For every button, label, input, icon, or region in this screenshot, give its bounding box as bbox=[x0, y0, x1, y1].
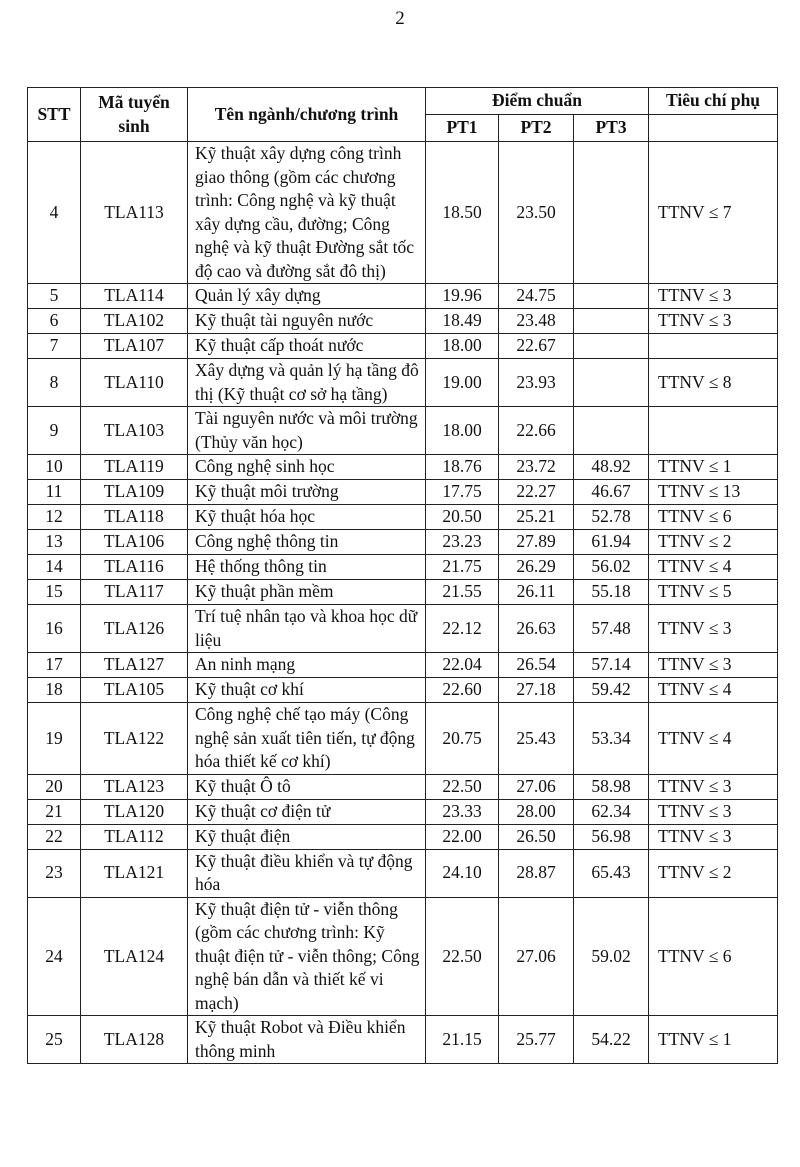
cell-secondary-criteria: TTNV ≤ 5 bbox=[649, 580, 778, 605]
cell-secondary-criteria: TTNV ≤ 1 bbox=[649, 1016, 778, 1064]
cell-pt2-score: 26.54 bbox=[499, 653, 574, 678]
cell-pt2-score: 28.87 bbox=[499, 849, 574, 897]
header-admission-code: Mã tuyển sinh bbox=[81, 88, 188, 142]
cell-pt2-score: 26.11 bbox=[499, 580, 574, 605]
cell-stt: 5 bbox=[28, 284, 81, 309]
table-header bbox=[28, 88, 778, 142]
cell-admission-code: TLA109 bbox=[81, 480, 188, 505]
cell-stt: 11 bbox=[28, 480, 81, 505]
cell-program-name: Kỹ thuật cấp thoát nước bbox=[188, 334, 426, 359]
cell-admission-code: TLA119 bbox=[81, 455, 188, 480]
cell-program-name: Quản lý xây dựng bbox=[188, 284, 426, 309]
cell-admission-code: TLA124 bbox=[81, 897, 188, 1016]
cell-pt3-score: 59.02 bbox=[574, 897, 649, 1016]
cell-secondary-criteria: TTNV ≤ 3 bbox=[649, 653, 778, 678]
cell-pt1-score: 21.55 bbox=[426, 580, 499, 605]
cell-admission-code: TLA103 bbox=[81, 407, 188, 455]
cell-program-name: Kỹ thuật điều khiển và tự động hóa bbox=[188, 849, 426, 897]
cell-program-name: Kỹ thuật Ô tô bbox=[188, 774, 426, 799]
cell-pt1-score: 22.00 bbox=[426, 824, 499, 849]
cell-pt2-score: 27.06 bbox=[499, 897, 574, 1016]
cell-admission-code: TLA114 bbox=[81, 284, 188, 309]
cell-admission-code: TLA106 bbox=[81, 530, 188, 555]
cell-admission-code: TLA102 bbox=[81, 309, 188, 334]
cell-pt1-score: 18.50 bbox=[426, 142, 499, 284]
header-criteria-blank bbox=[649, 115, 778, 142]
header-pt3: PT3 bbox=[574, 115, 649, 142]
table-row bbox=[28, 897, 778, 1016]
cell-pt3-score bbox=[574, 142, 649, 284]
cell-pt3-score: 65.43 bbox=[574, 849, 649, 897]
cell-stt: 16 bbox=[28, 605, 81, 653]
cell-pt2-score: 26.50 bbox=[499, 824, 574, 849]
table-row bbox=[28, 678, 778, 703]
cell-secondary-criteria bbox=[649, 334, 778, 359]
table-row bbox=[28, 480, 778, 505]
cell-admission-code: TLA107 bbox=[81, 334, 188, 359]
cell-admission-code: TLA118 bbox=[81, 505, 188, 530]
cell-pt1-score: 23.33 bbox=[426, 799, 499, 824]
cell-pt1-score: 20.50 bbox=[426, 505, 499, 530]
cell-stt: 25 bbox=[28, 1016, 81, 1064]
cell-pt2-score: 25.21 bbox=[499, 505, 574, 530]
cell-stt: 12 bbox=[28, 505, 81, 530]
table-row bbox=[28, 359, 778, 407]
cell-pt3-score: 56.98 bbox=[574, 824, 649, 849]
table-body bbox=[28, 142, 778, 1064]
cell-pt2-score: 27.18 bbox=[499, 678, 574, 703]
table-row bbox=[28, 653, 778, 678]
cell-secondary-criteria: TTNV ≤ 3 bbox=[649, 605, 778, 653]
cell-pt1-score: 21.15 bbox=[426, 1016, 499, 1064]
cell-pt1-score: 22.12 bbox=[426, 605, 499, 653]
cell-program-name: Kỹ thuật xây dựng công trình giao thông (gồm các chương trình: Công nghệ và kỹ thuật xây dựng cầu, đường; Công nghệ và kỹ thuật Đường sắt tốc độ cao và đường sắt đô thị) bbox=[188, 142, 426, 284]
cell-secondary-criteria: TTNV ≤ 13 bbox=[649, 480, 778, 505]
cell-pt3-score bbox=[574, 284, 649, 309]
cell-program-name: Xây dựng và quản lý hạ tầng đô thị (Kỹ thuật cơ sở hạ tầng) bbox=[188, 359, 426, 407]
cell-pt1-score: 22.50 bbox=[426, 774, 499, 799]
cell-program-name: Kỹ thuật tài nguyên nước bbox=[188, 309, 426, 334]
table-row bbox=[28, 530, 778, 555]
cell-secondary-criteria bbox=[649, 407, 778, 455]
cell-pt1-score: 22.50 bbox=[426, 897, 499, 1016]
cell-pt2-score: 25.43 bbox=[499, 703, 574, 775]
cell-secondary-criteria: TTNV ≤ 3 bbox=[649, 284, 778, 309]
cell-pt1-score: 18.00 bbox=[426, 334, 499, 359]
cell-pt3-score: 56.02 bbox=[574, 555, 649, 580]
cell-admission-code: TLA121 bbox=[81, 849, 188, 897]
cell-pt2-score: 24.75 bbox=[499, 284, 574, 309]
cell-secondary-criteria: TTNV ≤ 3 bbox=[649, 774, 778, 799]
cell-pt3-score: 62.34 bbox=[574, 799, 649, 824]
cell-pt3-score: 52.78 bbox=[574, 505, 649, 530]
cell-pt3-score: 55.18 bbox=[574, 580, 649, 605]
cell-program-name: Kỹ thuật điện tử - viễn thông (gồm các chương trình: Kỹ thuật điện tử - viễn thông; Công nghệ bán dẫn và thiết kế vi mạch) bbox=[188, 897, 426, 1016]
cell-admission-code: TLA128 bbox=[81, 1016, 188, 1064]
cell-stt: 19 bbox=[28, 703, 81, 775]
cell-admission-code: TLA127 bbox=[81, 653, 188, 678]
cell-admission-code: TLA117 bbox=[81, 580, 188, 605]
cell-pt1-score: 18.76 bbox=[426, 455, 499, 480]
cell-admission-code: TLA120 bbox=[81, 799, 188, 824]
cell-program-name: Kỹ thuật môi trường bbox=[188, 480, 426, 505]
cell-pt2-score: 22.27 bbox=[499, 480, 574, 505]
cell-pt1-score: 22.04 bbox=[426, 653, 499, 678]
cell-pt2-score: 27.06 bbox=[499, 774, 574, 799]
header-stt: STT bbox=[28, 88, 81, 142]
table-row bbox=[28, 580, 778, 605]
table-row bbox=[28, 824, 778, 849]
cell-pt1-score: 19.00 bbox=[426, 359, 499, 407]
cell-admission-code: TLA116 bbox=[81, 555, 188, 580]
cell-program-name: Công nghệ thông tin bbox=[188, 530, 426, 555]
table-row bbox=[28, 142, 778, 284]
cell-secondary-criteria: TTNV ≤ 3 bbox=[649, 799, 778, 824]
cell-stt: 6 bbox=[28, 309, 81, 334]
cell-pt2-score: 25.77 bbox=[499, 1016, 574, 1064]
cell-stt: 10 bbox=[28, 455, 81, 480]
cell-pt3-score bbox=[574, 334, 649, 359]
header-program-name: Tên ngành/chương trình bbox=[188, 88, 426, 142]
cell-pt2-score: 28.00 bbox=[499, 799, 574, 824]
cell-pt3-score: 48.92 bbox=[574, 455, 649, 480]
header-pt1: PT1 bbox=[426, 115, 499, 142]
cell-program-name: Hệ thống thông tin bbox=[188, 555, 426, 580]
cell-stt: 8 bbox=[28, 359, 81, 407]
cell-secondary-criteria: TTNV ≤ 1 bbox=[649, 455, 778, 480]
cell-program-name: An ninh mạng bbox=[188, 653, 426, 678]
cell-program-name: Trí tuệ nhân tạo và khoa học dữ liệu bbox=[188, 605, 426, 653]
table-row bbox=[28, 555, 778, 580]
cell-program-name: Công nghệ sinh học bbox=[188, 455, 426, 480]
admission-scores-table bbox=[27, 87, 778, 1064]
cell-admission-code: TLA112 bbox=[81, 824, 188, 849]
cell-pt2-score: 23.93 bbox=[499, 359, 574, 407]
cell-secondary-criteria: TTNV ≤ 4 bbox=[649, 703, 778, 775]
cell-pt3-score bbox=[574, 359, 649, 407]
page-number: 2 bbox=[395, 8, 405, 29]
table-row bbox=[28, 849, 778, 897]
cell-pt1-score: 22.60 bbox=[426, 678, 499, 703]
cell-stt: 9 bbox=[28, 407, 81, 455]
table-row bbox=[28, 455, 778, 480]
cell-pt3-score: 59.42 bbox=[574, 678, 649, 703]
table-row bbox=[28, 1016, 778, 1064]
cell-admission-code: TLA126 bbox=[81, 605, 188, 653]
cell-secondary-criteria: TTNV ≤ 4 bbox=[649, 678, 778, 703]
cell-pt2-score: 22.67 bbox=[499, 334, 574, 359]
cell-secondary-criteria: TTNV ≤ 3 bbox=[649, 309, 778, 334]
cell-pt3-score bbox=[574, 309, 649, 334]
cell-pt2-score: 23.48 bbox=[499, 309, 574, 334]
cell-stt: 13 bbox=[28, 530, 81, 555]
cell-pt3-score bbox=[574, 407, 649, 455]
cell-admission-code: TLA113 bbox=[81, 142, 188, 284]
cell-pt3-score: 53.34 bbox=[574, 703, 649, 775]
cell-pt3-score: 57.14 bbox=[574, 653, 649, 678]
cell-pt2-score: 26.63 bbox=[499, 605, 574, 653]
cell-program-name: Kỹ thuật Robot và Điều khiển thông minh bbox=[188, 1016, 426, 1064]
cell-stt: 17 bbox=[28, 653, 81, 678]
header-cutoff-score: Điểm chuẩn bbox=[426, 88, 649, 115]
cell-stt: 23 bbox=[28, 849, 81, 897]
cell-secondary-criteria: TTNV ≤ 4 bbox=[649, 555, 778, 580]
cell-stt: 20 bbox=[28, 774, 81, 799]
table-row bbox=[28, 774, 778, 799]
cell-pt1-score: 17.75 bbox=[426, 480, 499, 505]
cell-pt1-score: 21.75 bbox=[426, 555, 499, 580]
cell-secondary-criteria: TTNV ≤ 3 bbox=[649, 824, 778, 849]
cell-pt1-score: 23.23 bbox=[426, 530, 499, 555]
cell-pt2-score: 26.29 bbox=[499, 555, 574, 580]
cell-pt2-score: 23.72 bbox=[499, 455, 574, 480]
header-secondary-criteria: Tiêu chí phụ bbox=[649, 88, 778, 115]
table-row bbox=[28, 407, 778, 455]
cell-program-name: Tài nguyên nước và môi trường (Thủy văn học) bbox=[188, 407, 426, 455]
cell-pt1-score: 24.10 bbox=[426, 849, 499, 897]
cell-stt: 21 bbox=[28, 799, 81, 824]
cell-stt: 24 bbox=[28, 897, 81, 1016]
cell-pt3-score: 58.98 bbox=[574, 774, 649, 799]
cell-secondary-criteria: TTNV ≤ 6 bbox=[649, 505, 778, 530]
table-row bbox=[28, 284, 778, 309]
table-row bbox=[28, 505, 778, 530]
table-row bbox=[28, 309, 778, 334]
cell-pt1-score: 20.75 bbox=[426, 703, 499, 775]
cell-program-name: Công nghệ chế tạo máy (Công nghệ sản xuất tiên tiến, tự động hóa thiết kế cơ khí) bbox=[188, 703, 426, 775]
cell-pt2-score: 22.66 bbox=[499, 407, 574, 455]
cell-pt3-score: 54.22 bbox=[574, 1016, 649, 1064]
cell-pt3-score: 57.48 bbox=[574, 605, 649, 653]
cell-pt1-score: 19.96 bbox=[426, 284, 499, 309]
cell-admission-code: TLA110 bbox=[81, 359, 188, 407]
table-row bbox=[28, 703, 778, 775]
cell-program-name: Kỹ thuật cơ điện tử bbox=[188, 799, 426, 824]
header-pt2: PT2 bbox=[499, 115, 574, 142]
cell-pt1-score: 18.00 bbox=[426, 407, 499, 455]
cell-stt: 18 bbox=[28, 678, 81, 703]
cell-stt: 15 bbox=[28, 580, 81, 605]
cell-stt: 4 bbox=[28, 142, 81, 284]
cell-secondary-criteria: TTNV ≤ 7 bbox=[649, 142, 778, 284]
cell-pt3-score: 46.67 bbox=[574, 480, 649, 505]
cell-admission-code: TLA123 bbox=[81, 774, 188, 799]
cell-admission-code: TLA122 bbox=[81, 703, 188, 775]
cell-stt: 14 bbox=[28, 555, 81, 580]
cell-secondary-criteria: TTNV ≤ 6 bbox=[649, 897, 778, 1016]
cell-secondary-criteria: TTNV ≤ 8 bbox=[649, 359, 778, 407]
cell-stt: 22 bbox=[28, 824, 81, 849]
cell-pt1-score: 18.49 bbox=[426, 309, 499, 334]
cell-stt: 7 bbox=[28, 334, 81, 359]
cell-program-name: Kỹ thuật hóa học bbox=[188, 505, 426, 530]
table-row bbox=[28, 334, 778, 359]
cell-secondary-criteria: TTNV ≤ 2 bbox=[649, 530, 778, 555]
cell-program-name: Kỹ thuật cơ khí bbox=[188, 678, 426, 703]
table-row bbox=[28, 799, 778, 824]
cell-pt2-score: 23.50 bbox=[499, 142, 574, 284]
cell-secondary-criteria: TTNV ≤ 2 bbox=[649, 849, 778, 897]
cell-program-name: Kỹ thuật phần mềm bbox=[188, 580, 426, 605]
cell-pt2-score: 27.89 bbox=[499, 530, 574, 555]
cell-pt3-score: 61.94 bbox=[574, 530, 649, 555]
cell-admission-code: TLA105 bbox=[81, 678, 188, 703]
cell-program-name: Kỹ thuật điện bbox=[188, 824, 426, 849]
table-row bbox=[28, 605, 778, 653]
